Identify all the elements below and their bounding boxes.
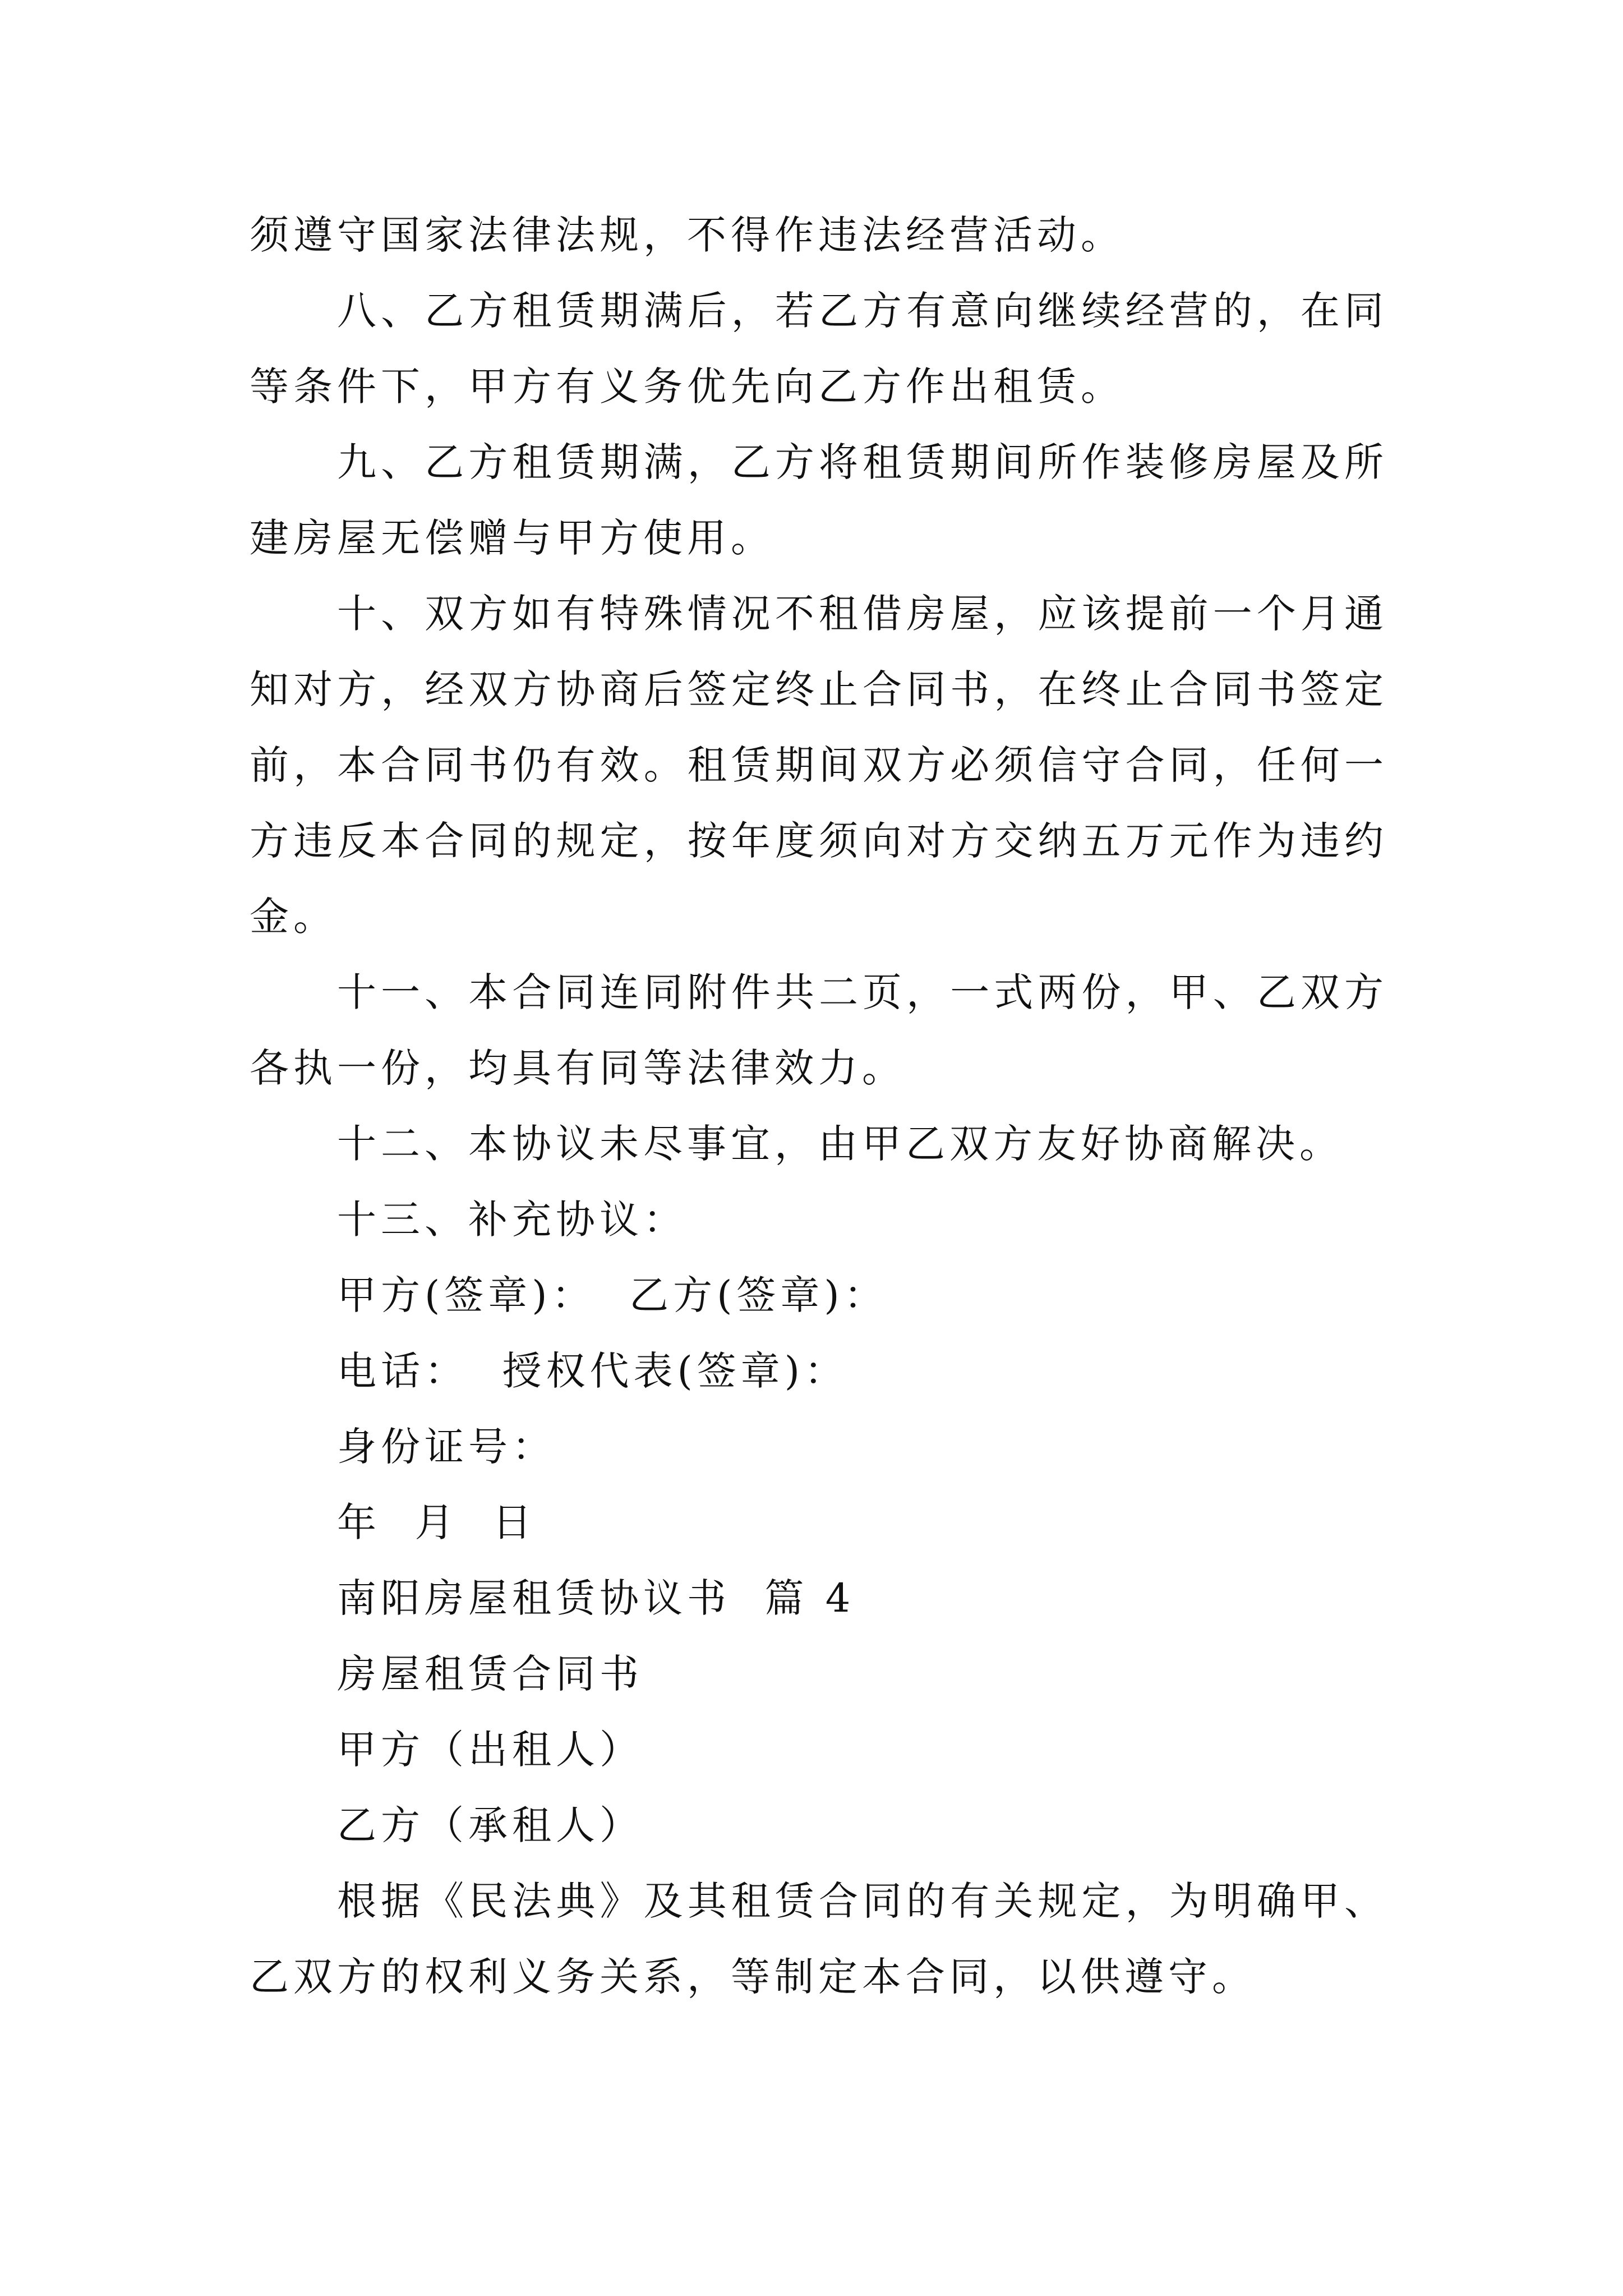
clause-9: 九、乙方租赁期满，乙方将租赁期间所作装修房屋及所建房屋无偿赠与甲方使用。 bbox=[250, 439, 1388, 561]
preamble: 根据《民法典》及其租赁合同的有关规定，为明确甲、乙双方的权利义务关系，等制定本合同，以供遵守。 bbox=[250, 1878, 1388, 2000]
clause-8: 八、乙方租赁期满后，若乙方有意向继续经营的，在同等条件下，甲方有义务优先向乙方作出租赁。 bbox=[250, 288, 1388, 409]
signature-phone-line: 电话： 授权代表(签章)： bbox=[337, 1348, 849, 1394]
clause-11: 十一、本合同连同附件共二页，一式两份，甲、乙双方各执一份，均具有同等法律效力。 bbox=[250, 969, 1388, 1091]
signature-party-line: 甲方(签章)： 乙方(签章)： bbox=[337, 1272, 888, 1318]
clause-10: 十、双方如有特殊情况不租借房屋，应该提前一个月通知对方，经双方协商后签定终止合同书，在终止合同书签定前，本合同书仍有效。租赁期间双方必须信守合同，任何一方违反本合同的规定，按年度须向对方交纳五万元作为违约金。 bbox=[250, 591, 1388, 940]
clause-12: 十二、本协议未尽事宜，由甲乙双方友好协商解决。 bbox=[337, 1121, 1343, 1167]
clause-13: 十三、补充协议： bbox=[337, 1197, 687, 1243]
signature-id-line: 身份证号： bbox=[337, 1424, 556, 1470]
party-lessor: 甲方（出租人） bbox=[337, 1727, 643, 1773]
paragraph-continuation: 须遵守国家法律法规，不得作违法经营活动。 bbox=[250, 212, 1124, 258]
contract-title: 房屋租赁合同书 bbox=[337, 1651, 643, 1697]
party-lessee: 乙方（承租人） bbox=[337, 1802, 643, 1848]
section-title: 南阳房屋租赁协议书 篇 4 bbox=[337, 1575, 855, 1621]
signature-date-line: 年 月 日 bbox=[337, 1499, 537, 1545]
document-body bbox=[250, 197, 1388, 2015]
